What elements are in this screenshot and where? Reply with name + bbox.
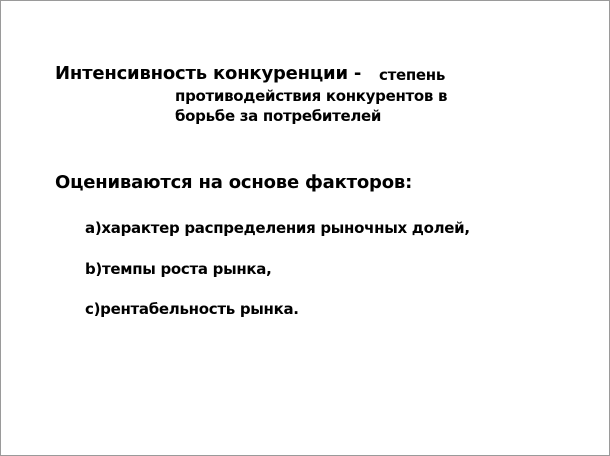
definition-text-line-2: противодействия конкурентов в [175,87,448,105]
factor-text: характер распределения рыночных долей, [101,219,470,237]
factor-text: рентабельность рынка. [100,300,299,318]
factor-marker: b) [85,260,102,278]
factor-text: темпы роста рынка, [102,260,272,278]
factor-marker: a) [85,219,102,237]
definition-term-text: Интенсивность конкуренции - [55,63,362,84]
factor-item-a [85,218,470,238]
definition-term [55,63,361,85]
definition-text-line-3: борьбе за потребителей [175,107,382,125]
factor-item-b [85,259,272,279]
factors-heading: Оцениваются на основе факторов: [55,172,413,193]
factor-marker: c) [85,300,101,318]
factor-item-c [85,299,299,319]
definition-text-line-1: степень [379,66,446,84]
